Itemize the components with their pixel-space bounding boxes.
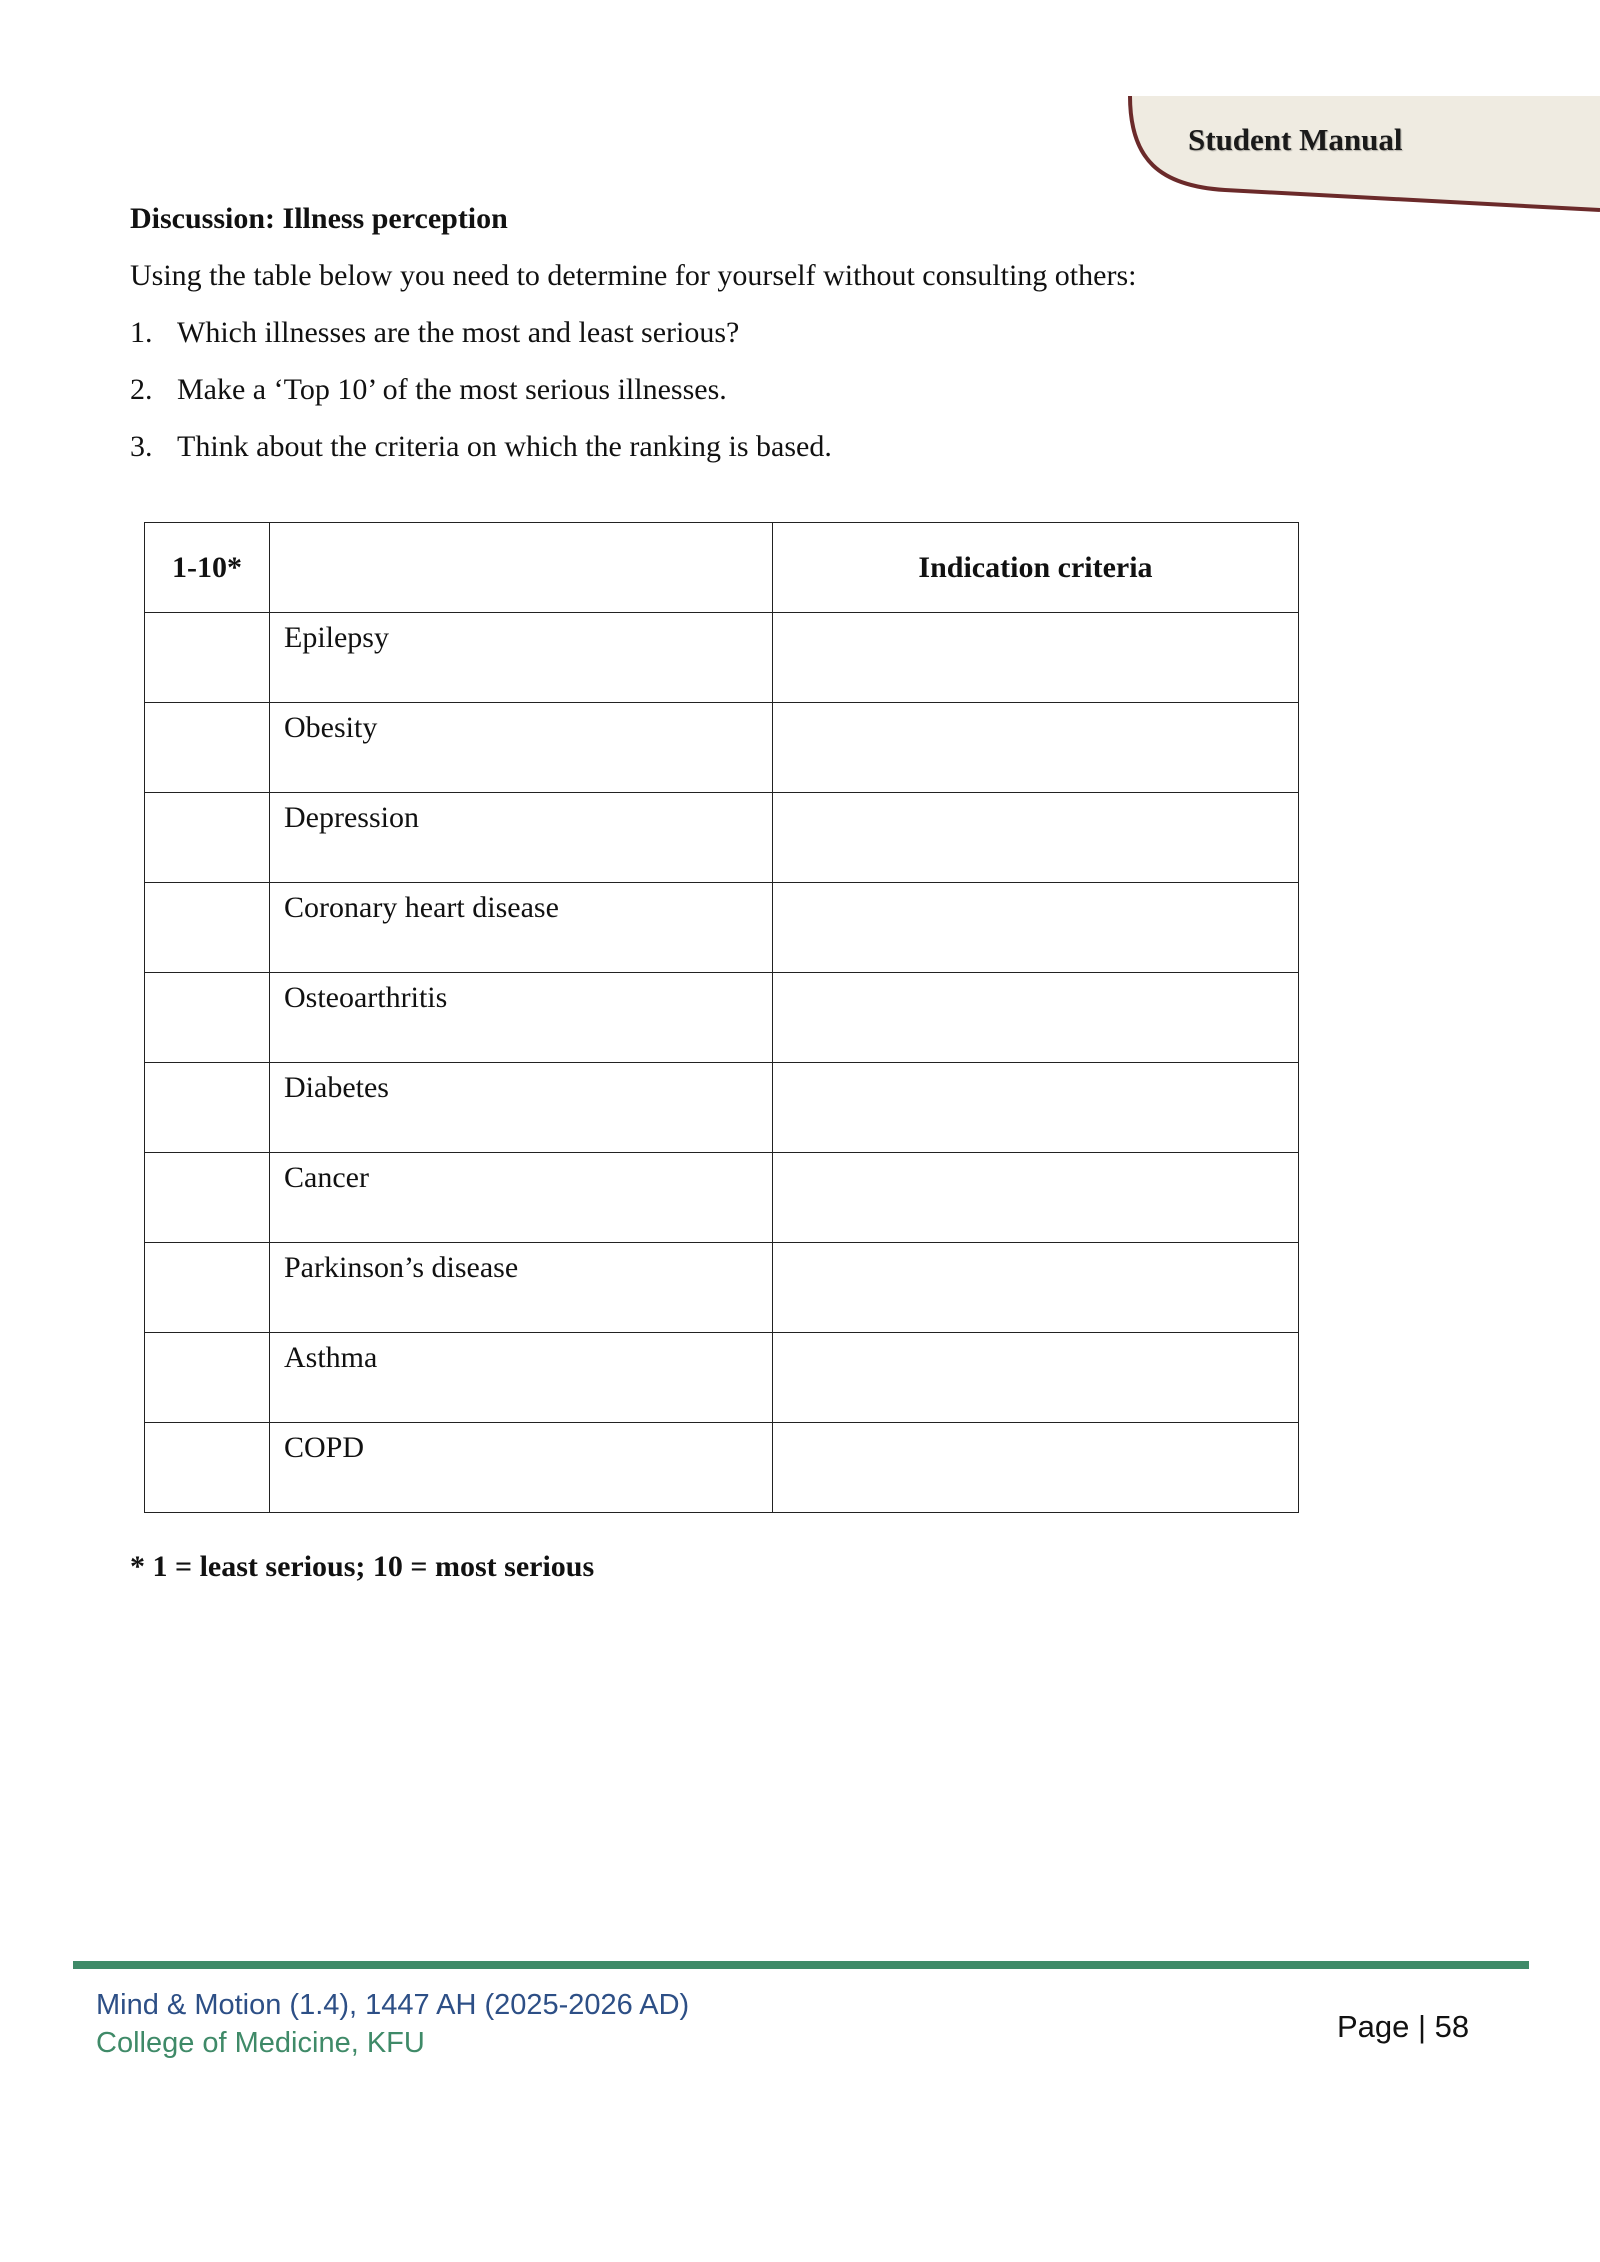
table-row bbox=[145, 1153, 1299, 1243]
section-heading: Discussion: Illness perception bbox=[130, 202, 508, 235]
table-row bbox=[145, 1333, 1299, 1423]
criteria-cell[interactable] bbox=[773, 973, 1299, 1063]
rank-column-header: 1-10* bbox=[145, 523, 270, 613]
step-number: 1. bbox=[130, 316, 153, 349]
list-item bbox=[130, 430, 832, 487]
list-item bbox=[130, 316, 832, 373]
table-row bbox=[145, 1063, 1299, 1153]
rank-cell[interactable] bbox=[145, 1243, 270, 1333]
table-row bbox=[145, 703, 1299, 793]
ranking-table bbox=[144, 522, 1299, 1513]
illness-cell: Depression bbox=[270, 793, 773, 883]
footer-course: Mind & Motion (1.4), 1447 AH (2025-2026 AD) bbox=[96, 1989, 690, 2021]
page-number: Page | 58 bbox=[1337, 2009, 1470, 2044]
list-item bbox=[130, 373, 832, 430]
step-text: Think about the criteria on which the ranking is based. bbox=[177, 430, 832, 463]
rank-cell[interactable] bbox=[145, 703, 270, 793]
criteria-cell[interactable] bbox=[773, 613, 1299, 703]
criteria-cell[interactable] bbox=[773, 1423, 1299, 1513]
rank-cell[interactable] bbox=[145, 1423, 270, 1513]
illness-cell: Cancer bbox=[270, 1153, 773, 1243]
criteria-cell[interactable] bbox=[773, 1243, 1299, 1333]
criteria-column-header: Indication criteria bbox=[773, 523, 1299, 613]
rank-cell[interactable] bbox=[145, 793, 270, 883]
rank-cell[interactable] bbox=[145, 613, 270, 703]
illness-cell: Parkinson’s disease bbox=[270, 1243, 773, 1333]
footer-rule bbox=[73, 1961, 1529, 1969]
table-row bbox=[145, 973, 1299, 1063]
footer-college: College of Medicine, KFU bbox=[96, 2027, 425, 2059]
rank-cell[interactable] bbox=[145, 1063, 270, 1153]
table-header-row bbox=[145, 523, 1299, 613]
rank-cell[interactable] bbox=[145, 973, 270, 1063]
criteria-cell[interactable] bbox=[773, 703, 1299, 793]
rank-cell[interactable] bbox=[145, 1153, 270, 1243]
step-number: 2. bbox=[130, 373, 153, 406]
illness-cell: Diabetes bbox=[270, 1063, 773, 1153]
rank-cell[interactable] bbox=[145, 883, 270, 973]
section-intro: Using the table below you need to determine for yourself without consulting others: bbox=[130, 259, 1137, 292]
criteria-cell[interactable] bbox=[773, 1333, 1299, 1423]
footer-info bbox=[96, 1986, 689, 2062]
table-row bbox=[145, 1423, 1299, 1513]
criteria-cell[interactable] bbox=[773, 793, 1299, 883]
table-row bbox=[145, 613, 1299, 703]
illness-column-header bbox=[270, 523, 773, 613]
illness-cell: Osteoarthritis bbox=[270, 973, 773, 1063]
step-text: Which illnesses are the most and least serious? bbox=[177, 316, 740, 349]
illness-cell: COPD bbox=[270, 1423, 773, 1513]
header-tab-label: Student Manual bbox=[1188, 122, 1403, 157]
table-row bbox=[145, 883, 1299, 973]
steps-list bbox=[130, 316, 832, 487]
step-number: 3. bbox=[130, 430, 153, 463]
illness-cell: Epilepsy bbox=[270, 613, 773, 703]
table-row bbox=[145, 793, 1299, 883]
illness-cell: Coronary heart disease bbox=[270, 883, 773, 973]
table-footnote: * 1 = least serious; 10 = most serious bbox=[130, 1550, 595, 1583]
step-text: Make a ‘Top 10’ of the most serious illnesses. bbox=[177, 373, 727, 406]
table-row bbox=[145, 1243, 1299, 1333]
rank-cell[interactable] bbox=[145, 1333, 270, 1423]
criteria-cell[interactable] bbox=[773, 883, 1299, 973]
criteria-cell[interactable] bbox=[773, 1153, 1299, 1243]
illness-cell: Asthma bbox=[270, 1333, 773, 1423]
illness-cell: Obesity bbox=[270, 703, 773, 793]
criteria-cell[interactable] bbox=[773, 1063, 1299, 1153]
